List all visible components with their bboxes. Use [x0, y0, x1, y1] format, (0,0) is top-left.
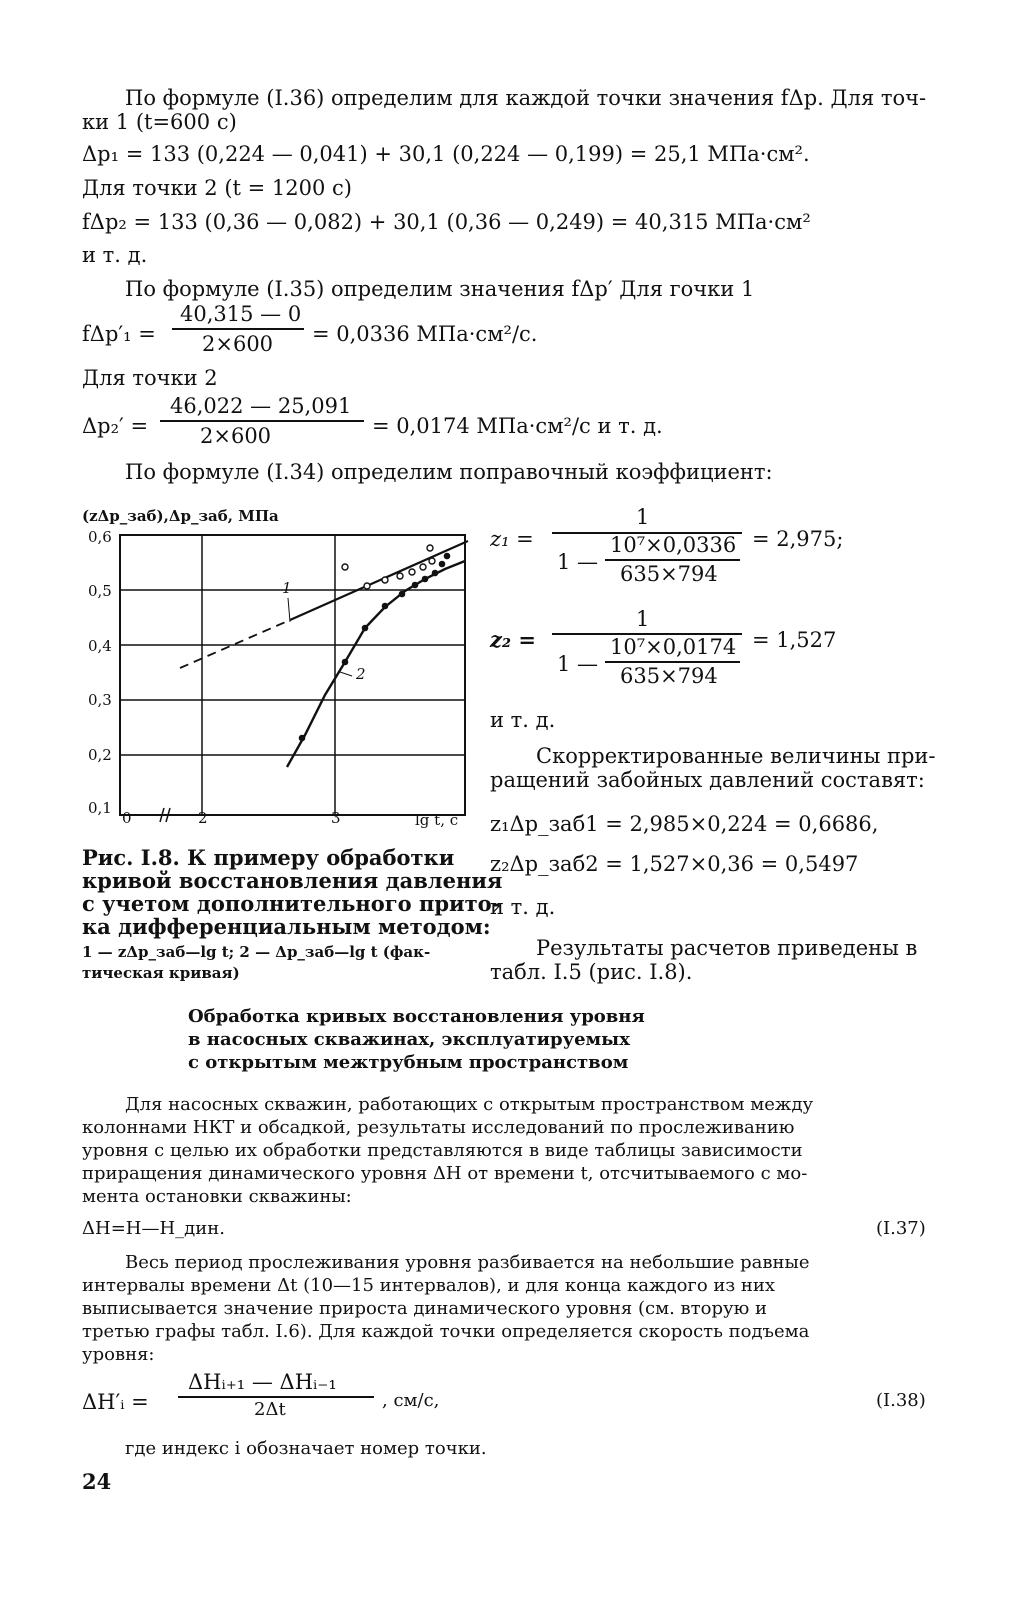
equation-number: (I.37)	[876, 1218, 926, 1239]
equation-z1: z₁Δp_заб1 = 2,985×0,224 = 0,6686,	[490, 812, 879, 836]
text-line: Результаты расчетов приведены в	[536, 936, 918, 960]
z1-numerator: 1	[636, 505, 650, 529]
text-line: ки 1 (t=600 с)	[82, 110, 237, 134]
data-point-open	[409, 569, 415, 575]
text-line: Для точки 2	[82, 366, 218, 390]
text-line: ращений забойных давлений составят:	[490, 768, 925, 792]
formula-rhs: = 0,0336 МПа·см²/с.	[312, 322, 538, 346]
z2-numerator: 1	[636, 607, 650, 631]
equation-1-37: ΔH=H—H_дин.	[82, 1218, 225, 1239]
text-line: приращения динамического уровня ΔH от времени t, отсчитываемого с мо-	[82, 1163, 808, 1184]
data-point-filled	[444, 553, 451, 560]
z1-rhs: = 2,975;	[752, 527, 844, 551]
curve-label-2: 2	[356, 665, 366, 683]
formula-numerator: ΔHᵢ₊₁ — ΔHᵢ₋₁	[188, 1370, 337, 1394]
formula-lhs: ΔH′ᵢ =	[82, 1390, 149, 1414]
figure-caption: кривой восстановления давления	[82, 868, 503, 893]
figure-caption: Рис. I.8. К примеру обработки	[82, 845, 455, 870]
data-point-open	[342, 564, 348, 570]
formula-rhs: = 0,0174 МПа·см²/с и т. д.	[372, 414, 663, 438]
figure-caption-legend: 1 — zΔp_заб—lg t; 2 — Δp_заб—lg t (фак-	[82, 943, 431, 961]
curve-1-dashed	[180, 620, 290, 668]
text-line: интервалы времени Δt (10—15 интервалов), и для конца каждого из них	[82, 1275, 776, 1296]
curve-label-1: 1	[282, 579, 292, 597]
z2-inner-numerator: 10⁷×0,0174	[610, 635, 737, 659]
x-tick-label: 2	[198, 809, 208, 827]
text-line: третью графы табл. I.6). Для каждой точки определяется скорость подъема	[82, 1321, 810, 1342]
data-point-open	[364, 583, 370, 589]
plot-frame	[120, 535, 465, 815]
fraction-bar	[605, 559, 740, 561]
fraction-bar	[605, 661, 740, 663]
figure-caption: ка дифференциальным методом:	[82, 914, 491, 939]
text-line: По формуле (I.34) определим поправочный коэффициент:	[125, 460, 773, 484]
z1-inner-denominator: 635×794	[620, 562, 718, 586]
equation-dp1: Δp₁ = 133 (0,224 — 0,041) + 30,1 (0,224 — 0,199) = 25,1 МПа·см².	[82, 142, 810, 166]
z2-rhs: = 1,527	[752, 628, 837, 652]
section-heading: Обработка кривых восстановления уровня	[188, 1006, 645, 1027]
data-point-filled	[412, 582, 419, 589]
data-point-filled	[432, 570, 439, 577]
data-point-open	[382, 577, 388, 583]
text-line: табл. I.5 (рис. I.8).	[490, 960, 693, 984]
section-heading: с открытым межтрубным пространством	[188, 1052, 629, 1073]
text-line: и т. д.	[490, 708, 556, 732]
z2-inner-denominator: 635×794	[620, 664, 718, 688]
text-line: уровня с целью их обработки представляются в виде таблицы зависимости	[82, 1140, 803, 1161]
data-point-filled	[362, 625, 369, 632]
text-line: и т. д.	[82, 243, 148, 267]
formula-numerator: 46,022 — 25,091	[170, 394, 352, 418]
page-number: 24	[82, 1469, 112, 1494]
text-line: и т. д.	[490, 895, 556, 919]
text-line: Скорректированные величины при-	[536, 744, 936, 768]
z2-one-minus: 1 —	[557, 652, 599, 676]
x-tick-label: 3	[331, 809, 341, 827]
y-tick-label: 0,4	[88, 637, 112, 655]
data-point-open	[397, 573, 403, 579]
text-line: мента остановки скважины:	[82, 1186, 352, 1207]
curve-2	[287, 561, 465, 767]
data-point-filled	[399, 591, 406, 598]
y-tick-label: 0,3	[88, 691, 112, 709]
text-line: По формуле (I.35) определим значения fΔp′ Для гочки 1	[125, 277, 755, 301]
text-line: уровня:	[82, 1344, 155, 1365]
curve-1-solid	[290, 541, 468, 620]
formula-lhs: Δp₂′ =	[82, 414, 149, 438]
formula-denominator: 2Δt	[254, 1399, 286, 1420]
y-tick-label: 0,2	[88, 746, 112, 764]
data-point-open	[420, 564, 426, 570]
data-point-filled	[299, 735, 306, 742]
y-tick-label: 0,1	[88, 799, 112, 817]
formula-numerator: 40,315 — 0	[180, 302, 302, 326]
fraction-bar	[178, 1396, 374, 1398]
data-point-filled	[422, 576, 429, 583]
text-line: Для насосных скважин, работающих с открытым пространством между	[125, 1094, 814, 1115]
equation-dp2: fΔp₂ = 133 (0,36 — 0,082) + 30,1 (0,36 — 0,249) = 40,315 МПа·см²	[82, 210, 811, 234]
x-axis-label: lg t, c	[415, 811, 459, 829]
z1-inner-numerator: 10⁷×0,0336	[610, 533, 737, 557]
leader-line-2	[340, 672, 352, 676]
formula-rhs: , см/с,	[382, 1390, 440, 1411]
text-line: выписывается значение прироста динамического уровня (см. вторую и	[82, 1298, 767, 1319]
data-point-open	[427, 545, 433, 551]
text-line: По формуле (I.36) определим для каждой точки значения fΔp. Для точ-	[125, 86, 927, 110]
figure-caption: с учетом дополнительного прито-	[82, 891, 501, 916]
y-tick-label: 0,5	[88, 582, 112, 600]
z1-one-minus: 1 —	[557, 550, 599, 574]
formula-denominator: 2×600	[200, 424, 272, 448]
y-tick-label: 0,6	[88, 528, 112, 546]
x-tick-label: 0	[122, 809, 132, 827]
figure-ylabel: (zΔp_заб),Δp_заб, МПа	[82, 507, 279, 525]
leader-line-1	[288, 598, 290, 622]
data-point-filled	[342, 659, 349, 666]
text-line: Весь период прослеживания уровня разбивается на небольшие равные	[125, 1252, 810, 1273]
equation-z2: z₂Δp_заб2 = 1,527×0,36 = 0,5497	[490, 852, 859, 876]
data-point-open	[429, 558, 435, 564]
text-line: где индекс i обозначает номер точки.	[125, 1438, 487, 1459]
data-point-filled	[382, 603, 389, 610]
equation-number: (I.38)	[876, 1390, 926, 1411]
z2-lhs: z₂ =	[490, 627, 537, 652]
formula-lhs: fΔp′₁ =	[82, 322, 156, 346]
figure-caption-legend: тическая кривая)	[82, 964, 240, 982]
text-line: Для точки 2 (t = 1200 с)	[82, 176, 352, 200]
text-line: колоннами НКТ и обсадкой, результаты исследований по прослеживанию	[82, 1117, 795, 1138]
z1-lhs: z₁ =	[490, 527, 534, 551]
formula-denominator: 2×600	[202, 332, 274, 356]
data-point-filled	[439, 561, 446, 568]
section-heading: в насосных скважинах, эксплуатируемых	[188, 1029, 630, 1050]
